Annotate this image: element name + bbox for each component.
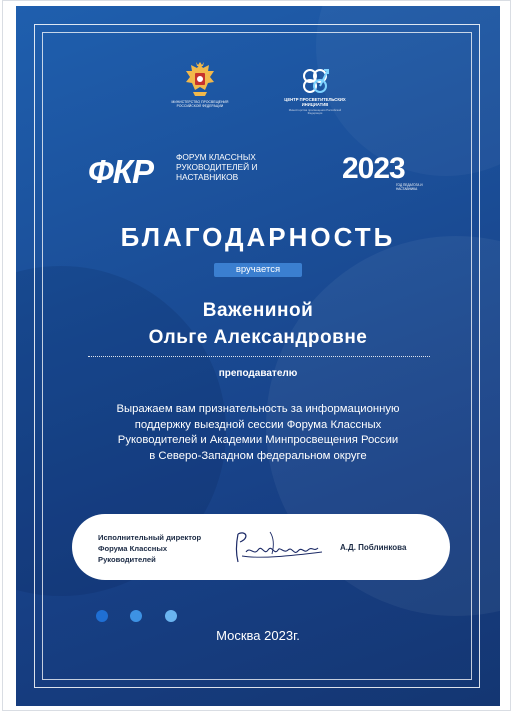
decorative-dot <box>130 610 142 622</box>
signer-role-line: Исполнительный директор <box>98 533 202 542</box>
recipient-given-names: Ольге Александровне <box>148 327 368 348</box>
year-of-teacher-logo <box>342 146 424 198</box>
dotted-divider <box>88 356 430 357</box>
gratitude-line: поддержку выездной сессии Форума Классных <box>134 418 382 431</box>
certificate-title: БЛАГОДАРНОСТЬ <box>120 222 396 252</box>
decorative-dot <box>96 610 108 622</box>
certificate-sheet <box>16 6 500 706</box>
signer-role <box>98 532 228 565</box>
signer-role-line: Форума Классных <box>98 544 168 553</box>
gratitude-line: Руководителей и Академии Минпросвещения России <box>117 434 399 446</box>
signature-block <box>72 514 450 580</box>
cpi-subcaption: Министерства просвещения Российской Федерации <box>288 107 342 115</box>
cpi-logo <box>282 66 348 115</box>
ministry-caption: МИНИСТЕРСТВО ПРОСВЕЩЕНИЯ РОССИЙСКОЙ ФЕДЕРАЦИИ <box>171 100 229 108</box>
ministry-logo <box>170 60 230 108</box>
decorative-dots <box>96 607 195 625</box>
gratitude-line: Выражаем вам признательность за информационную <box>116 403 400 415</box>
forum-name: ФОРУМ КЛАССНЫХ РУКОВОДИТЕЛЕЙ И НАСТАВНИКОВ <box>176 152 258 182</box>
signer-role-line: Руководителей <box>98 555 156 564</box>
year-caption: ГОД ПЕДАГОГА И НАСТАВНИКА <box>396 183 423 191</box>
eagle-crest-icon <box>183 60 217 98</box>
decorative-dot <box>165 610 177 622</box>
fkr-logo: ФКР <box>88 153 154 190</box>
handwritten-signature <box>230 526 328 566</box>
recipient-role: преподавателю <box>218 368 298 379</box>
gratitude-line: в Северо-Западном федеральном округе <box>149 449 367 462</box>
cpi-mark-icon <box>300 66 330 96</box>
year-digits: 2023 <box>342 152 405 185</box>
gratitude-text <box>76 402 440 464</box>
recipient-surname: Важениной <box>202 300 314 321</box>
signer-name: А.Д. Поблинкова <box>340 543 407 552</box>
awarded-badge: вручается <box>214 263 302 277</box>
cpi-caption: ЦЕНТР ПРОСВЕТИТЕЛЬСКИХ ИНИЦИАТИВ <box>284 97 346 107</box>
place-and-year: Москва 2023г. <box>216 628 300 643</box>
